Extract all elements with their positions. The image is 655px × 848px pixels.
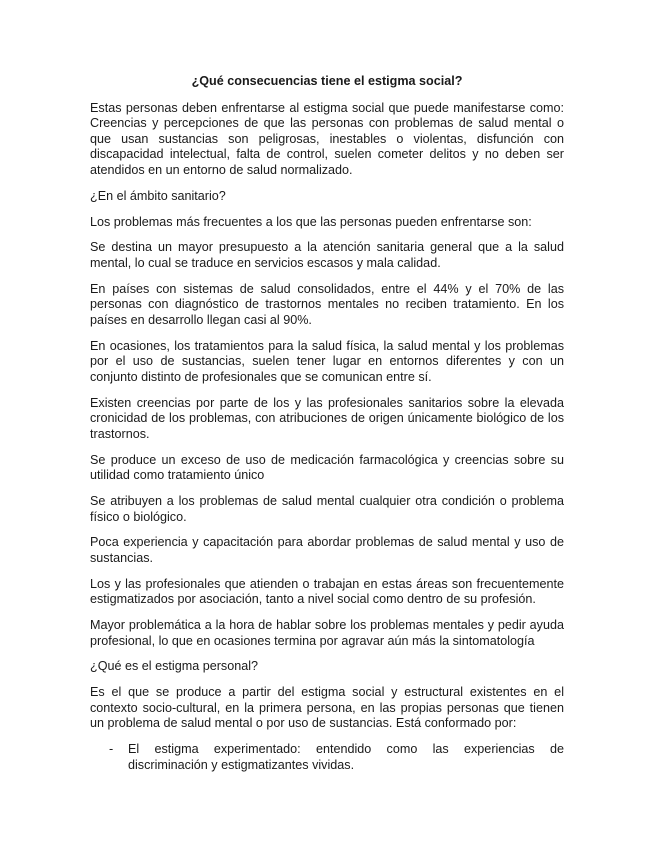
paragraph-stigma-manifestations: Estas personas deben enfrentarse al estigma social que puede manifestarse como: Creencias y percepciones de que las personas con problemas de salud mental o que usan sustancias son peligrosas, inestables o violentas, disfunción con discapacidad intelectual, falta de control, suelen cometer delitos y no deben ser atendidos en un entorno de salud normalizado. — [90, 100, 564, 177]
paragraph-help-seeking: Mayor problemática a la hora de hablar sobre los problemas mentales y pedir ayuda profesional, lo que en ocasiones termina por agravar aún más la sintomatología — [90, 618, 564, 648]
paragraph-courtesy-stigma: Los y las profesionales que atienden o trabajan en estas áreas son frecuentemente estigmatizados por asociación, tanto a nivel social como dentro de su profesión. — [90, 576, 564, 607]
paragraph-frequent-problems-intro: Los problemas más frecuentes a los que las personas pueden enfrentarse son: — [90, 214, 532, 229]
document-body — [90, 74, 564, 773]
heading-healthcare-scope: ¿En el ámbito sanitario? — [90, 188, 226, 203]
stigma-components-list — [90, 742, 564, 773]
paragraph-attribution: Se atribuyen a los problemas de salud mental cualquier otra condición o problema físico o biológico. — [90, 493, 564, 524]
list-dash-marker: - — [109, 742, 114, 757]
paragraph-medication-overuse: Se produce un exceso de uso de medicación farmacológica y creencias sobre su utilidad como tratamiento único — [90, 452, 564, 483]
list-item-text: El estigma experimentado: entendido como las experiencias de discriminación y estigmatizantes vividas. — [128, 742, 564, 772]
document-title: ¿Qué consecuencias tiene el estigma social? — [191, 74, 463, 88]
paragraph-personal-stigma-definition: Es el que se produce a partir del estigma social y estructural existentes en el contexto socio-cultural, en la primera persona, en las propias personas que tienen un problema de salud mental o por uso de sustancias. Está conformado por: — [90, 685, 564, 731]
list-item — [90, 742, 564, 773]
paragraph-treatment-gap: En países con sistemas de salud consolidados, entre el 44% y el 70% de las personas con diagnóstico de trastornos mentales no reciben tratamiento. En los países en desarrollo llegan casi al 90%. — [90, 281, 564, 327]
paragraph-separate-settings: En ocasiones, los tratamientos para la salud física, la salud mental y los problemas por el uso de sustancias, suelen tener lugar en entornos diferentes y con un conjunto distinto de profesionales que se comunican entre sí. — [90, 338, 564, 384]
heading-personal-stigma: ¿Qué es el estigma personal? — [90, 659, 259, 674]
paragraph-budget: Se destina un mayor presupuesto a la atención sanitaria general que a la salud mental, lo cual se traduce en servicios escasos y mala calidad. — [90, 240, 564, 270]
paragraph-training: Poca experiencia y capacitación para abordar problemas de salud mental y uso de sustancias. — [90, 535, 564, 565]
paragraph-chronicity-beliefs: Existen creencias por parte de los y las profesionales sanitarios sobre la elevada cronicidad de los problemas, con atribuciones de origen únicamente biológico de los trastornos. — [90, 395, 564, 441]
